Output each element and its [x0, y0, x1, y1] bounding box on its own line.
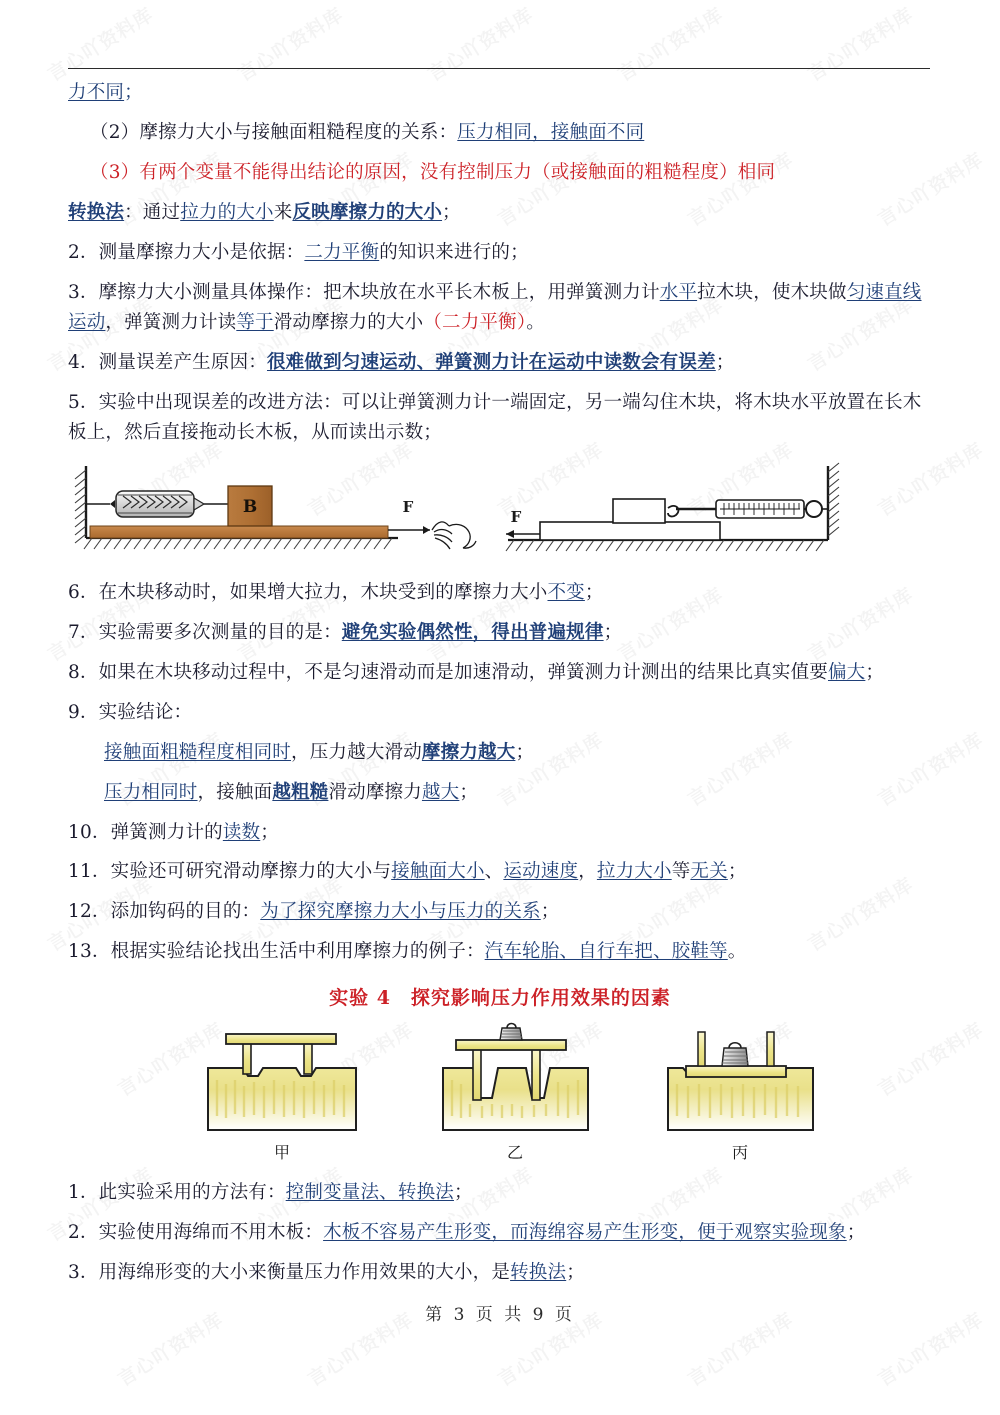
pressure-case-yi	[443, 1024, 588, 1163]
question-text: ：通过	[124, 201, 181, 223]
method-label: 转换法	[68, 201, 125, 223]
question-text: 8．如果在木块移动过程中，不是匀速滑动而是加速滑动，弹簧测力计测出的结果比真实值要	[68, 661, 828, 683]
punctuation: ；	[453, 1182, 473, 1204]
weight-icon-yi	[500, 1024, 522, 1041]
answer-text: 匀速直线运动	[68, 281, 922, 333]
answer-text: 二力平衡	[304, 241, 380, 263]
ground-hatching	[84, 538, 392, 549]
question-text: 拉木块，使木块做	[697, 281, 847, 303]
question-text: 5．实验中出现误差的改进方法：可以让弹簧测力计一端固定，另一端勾住木块，将木块水平放置在长木板上，然后直接拖动长木板，从而读出示数；	[68, 391, 922, 443]
punctuation: ；	[260, 821, 279, 843]
answer-text: 越粗糙	[272, 781, 329, 803]
answer-text: 水平	[659, 281, 698, 303]
question-text: ，压力越大滑动	[291, 741, 422, 763]
text-line-item-4-error	[68, 348, 932, 378]
question-text: ，接触面	[197, 781, 273, 803]
text-line-item-12	[68, 897, 932, 927]
question-text: 等	[671, 861, 691, 883]
question-text: 11．实验还可研究滑动摩擦力的大小与	[68, 861, 392, 883]
answer-text: 控制变量法、转换法	[285, 1182, 454, 1204]
question-text: 4．测量误差产生原因：	[68, 351, 267, 373]
text-line-item-10	[68, 818, 932, 848]
answer-text: 压力相同，接触面不同	[457, 121, 645, 143]
question-text: 的知识来进行的；	[379, 241, 529, 263]
question-text: 来	[273, 201, 293, 223]
header-rule	[68, 68, 930, 69]
question-text: （2）摩擦力大小与接触面粗糙程度的关系：	[90, 121, 458, 143]
punctuation: ；	[727, 861, 747, 883]
answer-text: 汽车轮胎、自行车把、胶鞋等	[484, 941, 728, 963]
answer-text: 很难做到匀速运动、弹簧测力计在运动中读数会有误差	[266, 351, 716, 373]
page-footer: 第 3 页 共 9 页	[425, 1305, 575, 1325]
question-text: 13．根据实验结论找出生活中利用摩擦力的例子：	[68, 941, 485, 963]
answer-text: 读数	[222, 821, 261, 843]
answer-text: 反映摩擦力的大小	[292, 201, 443, 223]
punctuation: 。	[526, 311, 545, 333]
answer-text: 转换法	[510, 1262, 567, 1284]
answer-text: 压力相同时	[104, 781, 198, 803]
punctuation: 。	[727, 941, 747, 963]
answer-text: 无关	[690, 861, 728, 883]
question-text: 12．添加钩码的目的：	[68, 901, 261, 923]
question-text: 2．测量摩擦力大小是依据：	[68, 241, 305, 263]
text-line-item-13	[68, 937, 932, 967]
answer-text: 越大	[421, 781, 460, 803]
question-text: 2．实验使用海绵而不用木板：	[68, 1222, 324, 1244]
text-line-continuation	[68, 78, 932, 108]
pressure-case-bing	[668, 1032, 813, 1162]
answer-text: 木板不容易产生形变，而海绵容易产生形变，便于观察实验现象	[323, 1222, 847, 1244]
answer-text: 接触面粗糙程度相同时	[104, 741, 292, 763]
punctuation: ；	[584, 581, 604, 603]
answer-text: 力不同	[68, 82, 125, 103]
text-line-item-5-improve	[68, 388, 932, 448]
figure-friction-experiment	[68, 462, 932, 562]
answer-text: 不变	[547, 581, 585, 603]
answer-text: 避免实验偶然性，得出普遍规律	[341, 621, 604, 643]
punctuation: ；	[603, 621, 623, 643]
answer-text: 等于	[236, 311, 274, 333]
friction-diagram-right	[506, 463, 839, 551]
punctuation: ；	[865, 661, 885, 683]
question-text: 3．摩擦力大小测量具体操作：把木块放在水平长木板上，用弹簧测力计	[68, 281, 660, 303]
question-text: 10．弹簧测力计的	[68, 821, 223, 843]
case-label-jia: 甲	[273, 1143, 291, 1163]
question-text: 滑动摩擦力的大小	[273, 311, 424, 333]
question-text: 1．此实验采用的方法有：	[68, 1182, 286, 1204]
answer-text: 为了探究摩擦力大小与压力的关系	[260, 901, 541, 923]
friction-diagram-svg	[68, 462, 932, 562]
text-line-conclusion-2	[68, 778, 932, 808]
case-label-bing: 丙	[731, 1143, 749, 1163]
force-label-left: F	[402, 497, 414, 516]
punctuation: ；	[459, 781, 479, 803]
punctuation: ；	[442, 201, 461, 223]
answer-text: 摩擦力越大	[421, 741, 516, 763]
case-label-yi: 乙	[506, 1143, 524, 1163]
text-line-item-3	[68, 158, 932, 188]
answer-text: 偏大	[827, 661, 866, 683]
text-line-exp4-item-3	[68, 1258, 932, 1288]
answer-text: 拉力的大小	[180, 201, 274, 223]
experiment-4-heading: 实验 4 探究影响压力作用效果的因素	[329, 987, 671, 1010]
figure-pressure-experiment	[68, 1018, 932, 1168]
text-line-item-3-operation	[68, 278, 932, 338]
text-line-item-2	[68, 118, 932, 148]
answer-text: 接触面大小	[391, 861, 485, 883]
text-line-method	[68, 198, 932, 228]
text-line-exp4-item-2	[68, 1218, 932, 1248]
punctuation: ；	[566, 1262, 585, 1284]
question-text: ，弹簧测力计读	[105, 311, 237, 333]
punctuation: ；	[846, 1222, 866, 1244]
answer-text: 拉力大小	[596, 861, 672, 883]
note-text: （3）有两个变量不能得出结论的原因，没有控制压力（或接触面的粗糙程度）相同	[90, 161, 776, 183]
question-text: 滑动摩擦力	[328, 781, 422, 803]
text-line-exp4-item-1	[68, 1178, 932, 1208]
answer-text: 运动速度	[503, 861, 579, 883]
friction-diagram-left	[75, 466, 476, 549]
question-text: 7．实验需要多次测量的目的是：	[68, 621, 342, 643]
text-line-item-8	[68, 658, 932, 688]
text-line-item-7	[68, 618, 932, 648]
punctuation: ；	[715, 351, 735, 373]
text-line-item-6	[68, 578, 932, 608]
punctuation: ，	[578, 861, 597, 883]
punctuation: ；	[540, 901, 560, 923]
question-text: 3．用海绵形变的大小来衡量压力作用效果的大小，是	[68, 1262, 511, 1284]
weight-icon-bing	[722, 1043, 748, 1066]
text-line-conclusion-1	[68, 738, 932, 768]
hand-icon	[432, 522, 476, 549]
block-label-b: B	[242, 496, 258, 517]
question-text: 6．在木块移动时，如果增大拉力，木块受到的摩擦力大小	[68, 581, 548, 603]
text-line-item-11	[68, 857, 932, 887]
punctuation: ；	[124, 82, 143, 103]
text-line-item-2-measure	[68, 238, 932, 268]
punctuation: 、	[484, 861, 504, 883]
page-content	[68, 78, 932, 1298]
note-text: （二力平衡）	[423, 311, 527, 333]
text-line-item-9	[68, 698, 932, 728]
pressure-diagram-svg	[68, 1018, 932, 1168]
punctuation: ；	[515, 741, 535, 763]
pressure-case-jia	[208, 1034, 356, 1162]
force-label-right: F	[510, 507, 522, 526]
question-text: 9．实验结论：	[68, 701, 193, 723]
